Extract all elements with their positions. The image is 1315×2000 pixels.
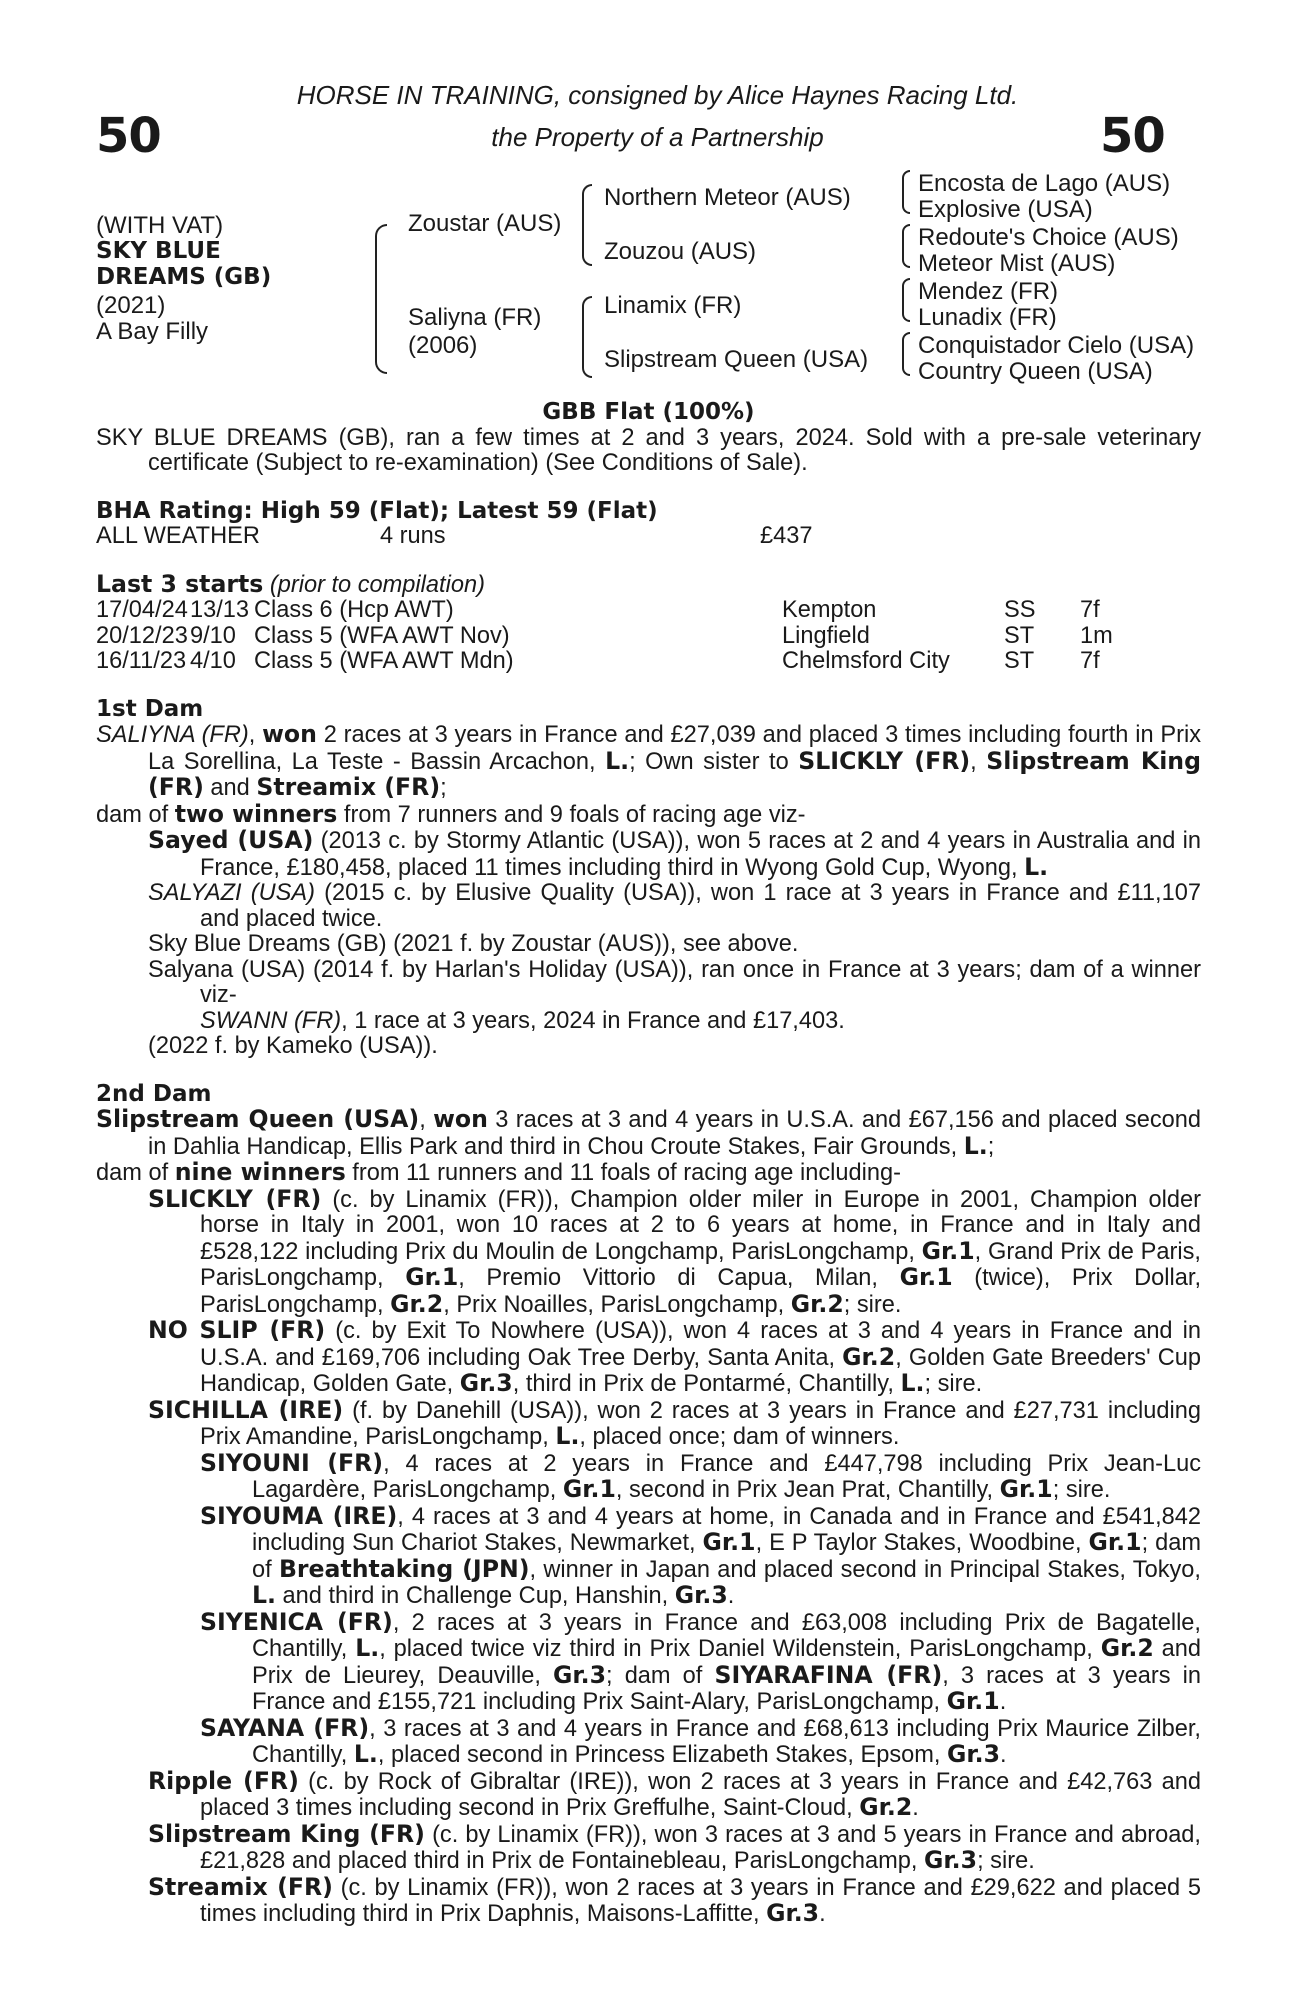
- pedigree-g3-5: Mendez (FR): [918, 278, 1059, 305]
- rating-surface: ALL WEATHER: [96, 523, 260, 549]
- rating-runs: 4 runs: [380, 523, 446, 549]
- pedigree-bracket-3c: [902, 278, 910, 322]
- produce-entry: Salyana (USA) (2014 f. by Harlan's Holiday (USA)), ran once in France at 3 years; dam of a winner viz-: [148, 956, 1201, 1008]
- pedigree-bracket-sire: [582, 184, 592, 266]
- property-line: the Property of a Partnership: [491, 122, 824, 152]
- dam-dam: Slipstream Queen (USA): [604, 346, 869, 373]
- produce-entry: SIYOUMA (IRE), 4 races at 3 and 4 years at home, in Canada and in France and £541,842 including Sun Chariot Stakes, Newmarket, Gr.1, E P Taylor Stakes, Woodbine, Gr.1; dam of Breathtaking (JPN), winner in Japan and placed second in Principal Stakes, Tokyo, L. and third in Challenge Cup, Hanshin, Gr.3.: [200, 1501, 1202, 1609]
- run-going: SS: [1004, 597, 1036, 623]
- produce-entry: SALYAZI (USA) (2015 c. by Elusive Quality (USA)), won 1 race at 3 years in France and £11,107 and placed twice.: [148, 880, 1201, 932]
- run-dist: 1m: [1080, 622, 1113, 649]
- pedigree-g3-2: Explosive (USA): [918, 196, 1093, 223]
- produce-entry: Sky Blue Dreams (GB) (2021 f. by Zoustar (AUS)), see above.: [148, 931, 799, 957]
- horse-name-line1: SKY BLUE: [96, 238, 221, 264]
- last3-note: (prior to compilation): [269, 571, 485, 598]
- last3-table: [96, 598, 1140, 675]
- horse-year: (2021): [96, 292, 166, 319]
- pedigree-bracket-3a: [902, 170, 910, 214]
- run-course: Lingfield: [782, 622, 870, 649]
- run-pos: 13/13: [190, 597, 250, 623]
- pedigree-g3-7: Conquistador Cielo (USA): [918, 332, 1195, 359]
- run-dist: 7f: [1080, 597, 1100, 623]
- intro-paragraph: SKY BLUE DREAMS (GB), ran a few times at 2 and 3 years, 2024. Sold with a pre-sale veterinary certificate (Subject to re-examination) (See Conditions of Sale).: [96, 424, 1201, 476]
- rating-heading: BHA Rating: High 59 (Flat); Latest 59 (Flat): [96, 497, 658, 524]
- dam2-dam-of: dam of nine winners from 11 runners and 11 foals of racing age including-: [96, 1158, 901, 1186]
- run-course: Chelmsford City: [782, 648, 950, 674]
- produce-entry: SIYOUNI (FR), 4 races at 2 years in France and £447,798 including Prix Jean-Luc Lagardère, ParisLongchamp, Gr.1, second in Prix Jean Prat, Chantilly, Gr.1; sire.: [200, 1448, 1201, 1503]
- run-row: [96, 598, 1140, 624]
- dam-name: Saliyna (FR): [408, 304, 542, 331]
- run-race: Class 5 (WFA AWT Nov): [254, 622, 510, 649]
- run-date: 16/11/23: [96, 648, 187, 674]
- gbb-heading: GBB Flat (100%): [542, 399, 755, 425]
- produce-entry: SWANN (FR), 1 race at 3 years, 2024 in France and £17,403.: [200, 1007, 845, 1034]
- pedigree-g3-6: Lunadix (FR): [918, 304, 1057, 331]
- run-row: [96, 649, 1140, 675]
- dam1-produce-list: [96, 828, 1201, 1060]
- produce-entry: Slipstream King (FR) (c. by Linamix (FR)), won 3 races at 3 and 5 years in France and abroad, £21,828 and placed third in Prix de Fontainebleau, ParisLongchamp, Gr.3; sire.: [148, 1819, 1201, 1874]
- pedigree-g3-8: Country Queen (USA): [918, 358, 1153, 385]
- run-race: Class 5 (WFA AWT Mdn): [254, 648, 514, 674]
- pedigree-bracket-3d: [902, 332, 910, 376]
- pedigree-bracket-dam: [582, 296, 592, 378]
- dam2-paragraph: Slipstream Queen (USA), won 3 races at 3 and 4 years in U.S.A. and £67,156 and placed second in Dahlia Handicap, Ellis Park and third in Chou Croute Stakes, Fair Grounds, L.;: [96, 1105, 1201, 1160]
- run-going: ST: [1004, 622, 1035, 649]
- sire-name: Zoustar (AUS): [408, 210, 562, 237]
- produce-entry: NO SLIP (FR) (c. by Exit To Nowhere (USA)), won 4 races at 3 and 4 years in France and in U.S.A. and £169,706 including Oak Tree Derby, Santa Anita, Gr.2, Golden Gate Breeders' Cup Handicap, Golden Gate, Gr.3, third in Prix de Pontarmé, Chantilly, L.; sire.: [148, 1316, 1202, 1397]
- sire-dam: Zouzou (AUS): [604, 238, 757, 265]
- produce-entry: Streamix (FR) (c. by Linamix (FR)), won 2 races at 3 years in France and £29,622 and placed 5 times including third in Prix Daphnis, Maisons-Laffitte, Gr.3.: [148, 1872, 1201, 1927]
- dam2-produce-list: [96, 1184, 1202, 1928]
- dam-year: (2006): [408, 332, 478, 359]
- pedigree-bracket-3b: [902, 224, 910, 268]
- last3-heading-line: [96, 569, 1201, 599]
- dam1-dam-of: dam of two winners from 7 runners and 9 foals of racing age viz-: [96, 799, 806, 828]
- horse-description: A Bay Filly: [96, 318, 209, 345]
- dam-sire: Linamix (FR): [604, 292, 742, 319]
- produce-entry: Ripple (FR) (c. by Rock of Gibraltar (IRE)), won 2 races at 3 years in France and £42,763 and placed 3 times including second in Prix Greffulhe, Saint-Cloud, Gr.2.: [148, 1766, 1202, 1821]
- produce-entry: SICHILLA (IRE) (f. by Danehill (USA)), won 2 races at 3 years in France and £27,731 including Prix Amandine, ParisLongchamp, L., placed once; dam of winners.: [148, 1395, 1201, 1450]
- rating-earnings: £437: [760, 523, 813, 549]
- last3-heading: Last 3 starts: [96, 569, 264, 598]
- run-row: [96, 624, 1140, 650]
- produce-entry: SIYENICA (FR), 2 races at 3 years in France and £63,008 including Prix de Bagatelle, Chantilly, L., placed twice viz third in Prix Daniel Wildenstein, ParisLongchamp, Gr.2 and Prix de Lieurey, Deauville, Gr.3; dam of SIYARAFINA (FR), 3 races at 3 years in France and £155,721 including Prix Saint-Alary, ParisLongchamp, Gr.1.: [200, 1607, 1202, 1715]
- run-date: 20/12/23: [96, 622, 188, 649]
- pedigree-g3-3: Redoute's Choice (AUS): [918, 224, 1179, 251]
- pedigree-bracket-1: [375, 224, 387, 374]
- pedigree-g3-4: Meteor Mist (AUS): [918, 250, 1116, 277]
- lot-number-right: 50: [1100, 108, 1165, 164]
- run-course: Kempton: [782, 597, 877, 623]
- sire-sire: Northern Meteor (AUS): [604, 184, 851, 211]
- run-pos: 4/10: [190, 648, 236, 674]
- horse-name-line2: DREAMS (GB): [96, 264, 272, 290]
- produce-entry: (2022 f. by Kameko (USA)).: [148, 1033, 438, 1059]
- run-pos: 9/10: [190, 622, 236, 649]
- produce-entry: Sayed (USA) (2013 c. by Stormy Atlantic (USA)), won 5 races at 2 and 4 years in Australia and in France, £180,458, placed 11 times including third in Wyong Gold Cup, Wyong, L.: [148, 826, 1201, 881]
- pedigree-g3-1: Encosta de Lago (AUS): [918, 170, 1171, 197]
- dam2-heading: 2nd Dam: [96, 1080, 212, 1107]
- lot-number-left: 50: [96, 108, 161, 164]
- produce-entry: SLICKLY (FR) (c. by Linamix (FR)), Champion older miler in Europe in 2001, Champion older horse in Italy in 2001, won 10 races at 2 to 6 years at home, in France and in Italy and £528,122 including Prix du Moulin de Longchamp, ParisLongchamp, Gr.1, Grand Prix de Paris, ParisLongchamp, Gr.1, Premio Vittorio di Capua, Milan, Gr.1 (twice), Prix Dollar, ParisLongchamp, Gr.2, Prix Noailles, ParisLongchamp, Gr.2; sire.: [148, 1184, 1202, 1318]
- run-dist: 7f: [1080, 648, 1100, 674]
- dam1-paragraph: SALIYNA (FR), won 2 races at 3 years in France and £27,039 and placed 3 times including fourth in Prix La Sorellina, La Teste - Bassin Arcachon, L.; Own sister to SLICKLY (FR), Slipstream King (FR) and Streamix (FR);: [96, 720, 1201, 801]
- run-date: 17/04/24: [96, 597, 188, 623]
- run-going: ST: [1004, 648, 1035, 674]
- produce-entry: SAYANA (FR), 3 races at 3 and 4 years in France and £68,613 including Prix Maurice Zilber, Chantilly, L., placed second in Princess Elizabeth Stakes, Epsom, Gr.3.: [200, 1713, 1201, 1768]
- dam1-heading: 1st Dam: [96, 695, 204, 722]
- run-race: Class 6 (Hcp AWT): [254, 597, 454, 623]
- rating-table: [96, 524, 813, 550]
- catalogue-body: [96, 400, 1201, 1928]
- consignor-line: HORSE IN TRAINING, consigned by Alice Haynes Racing Ltd.: [296, 80, 1019, 110]
- vat-label: (WITH VAT): [96, 212, 224, 239]
